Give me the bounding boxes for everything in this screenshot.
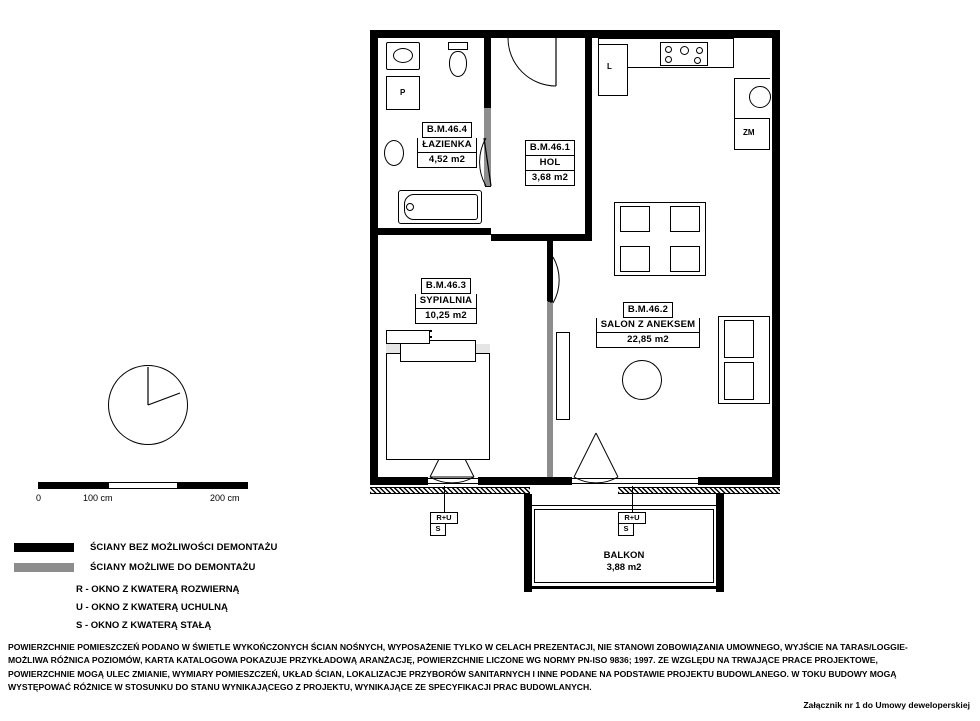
legend-label-fixed-walls: ŚCIANY BEZ MOŻLIWOŚCI DEMONTAŻU bbox=[90, 542, 278, 553]
room-area: 3,68 m2 bbox=[525, 171, 575, 186]
balcony-name: BALKON bbox=[603, 550, 645, 561]
room-area: 4,52 m2 bbox=[417, 153, 477, 168]
bedroom-cabinet bbox=[386, 330, 430, 344]
kitchen-sink bbox=[749, 86, 771, 108]
window-marker-living bbox=[618, 512, 646, 536]
room-code: B.M.46.4 bbox=[422, 122, 472, 138]
room-label-living bbox=[583, 302, 713, 348]
dishwasher-label: ZM bbox=[743, 128, 755, 137]
window-marker-living-line2: S bbox=[618, 524, 634, 536]
toilet-fixture bbox=[446, 42, 470, 80]
legend-abbr-s: S - OKNO Z KWATERĄ STAŁĄ bbox=[76, 620, 212, 631]
dining-chair-3 bbox=[620, 246, 650, 272]
scale-tick-100: 100 cm bbox=[83, 493, 113, 503]
north-compass-icon bbox=[108, 365, 188, 445]
hob-burner-1 bbox=[665, 46, 672, 53]
hob-burner-5 bbox=[694, 57, 701, 64]
window-marker-living-line1: R+U bbox=[618, 512, 646, 524]
sofa-cushion-2 bbox=[724, 362, 754, 400]
room-label-hall bbox=[511, 140, 589, 186]
fridge-fixture bbox=[598, 44, 628, 96]
footnote-line-2: MOŻLIWA RÓŻNICA POZIOMÓW, KARTA KATALOGOWA POKAZUJE PRZYKŁADOWĄ ARANŻACJĘ, POWIERZCHNIE LICZONE WG NORMY PN-ISO 9836; 1997. ZE WZGLĘDU NA TRWAJĄCE PRACE PROJEKTOWE, bbox=[8, 655, 878, 666]
room-name: HOL bbox=[525, 156, 575, 171]
legend bbox=[14, 538, 354, 631]
window-leader-bedroom bbox=[444, 486, 445, 512]
fridge-label: L bbox=[607, 62, 612, 71]
scale-seg-1 bbox=[38, 482, 108, 489]
legend-item-removable-walls bbox=[14, 562, 255, 573]
hob-burner-3 bbox=[680, 46, 689, 55]
scale-seg-3 bbox=[178, 482, 248, 489]
legend-abbr-u: U - OKNO Z KWATERĄ UCHULNĄ bbox=[76, 602, 228, 613]
footnote-line-4: WYSTĘPOWAĆ RÓŻNICE W STOSUNKU DO STANU WYNIKAJĄCEGO Z PROJEKTU, WYNIKAJĄCE ZE SPECYFIKACJI PRAC BUDOWLANYCH. bbox=[8, 682, 592, 693]
scale-tick-0: 0 bbox=[36, 493, 42, 503]
tv-console bbox=[556, 332, 570, 420]
window-marker-bedroom-line1: R+U bbox=[430, 512, 458, 524]
dining-chair-4 bbox=[670, 246, 700, 272]
room-label-bedroom bbox=[398, 278, 494, 324]
balcony-wall-bottom bbox=[524, 586, 724, 589]
footnote-line-1: POWIERZCHNIE POMIESZCZEŃ PODANO W ŚWIETLE WYKOŃCZONYCH ŚCIAN NOŚNYCH, WYPOSAŻENIE TYLKO W CELACH PREZENTACJI, NIE STANOWI ZOBOWIĄZANIA UMOWNEGO, WYJŚCIE NA TARAS/LOGGIE- bbox=[8, 642, 908, 652]
room-label-bathroom bbox=[399, 122, 495, 168]
bathtub-inner bbox=[404, 194, 478, 220]
footnote-line-3: POWIERZCHNIE MOGĄ ULEC ZMIANIE, WYMIARY POMIESZCZEŃ, UKŁAD ŚCIAN, LOKALIZACJE PRZYBORÓW SANITARNYCH I INNE PODANE NA PODSTAWIE PROJEKTU BUDOWLANEGO. W TOKU BUDOWY MOGĄ bbox=[8, 668, 897, 679]
coffee-table-round bbox=[622, 360, 662, 400]
window-marker-bedroom bbox=[430, 512, 458, 536]
dining-chair-1 bbox=[620, 206, 650, 232]
window-marker-bedroom-line2: S bbox=[430, 524, 446, 536]
legend-item-fixed-walls bbox=[14, 542, 277, 553]
sofa-cushion-1 bbox=[724, 320, 754, 358]
balcony-area: 3,88 m2 bbox=[606, 562, 642, 573]
hob-burner-4 bbox=[696, 47, 703, 54]
room-area: 10,25 m2 bbox=[415, 309, 477, 324]
balcony-label bbox=[564, 550, 684, 574]
bathtub-drain bbox=[406, 203, 414, 211]
scale-seg-2 bbox=[108, 482, 178, 489]
dining-chair-2 bbox=[670, 206, 700, 232]
nightstand-left bbox=[430, 336, 432, 338]
legend-label-removable-walls: ŚCIANY MOŻLIWE DO DEMONTAŻU bbox=[90, 562, 256, 573]
room-name: ŁAZIENKA bbox=[417, 138, 477, 153]
room-name: SYPIALNIA bbox=[415, 294, 477, 309]
room-code: B.M.46.3 bbox=[421, 278, 471, 294]
legend-swatch-grey bbox=[14, 563, 74, 572]
legend-swatch-black bbox=[14, 543, 74, 552]
window-leader-living bbox=[632, 486, 633, 512]
hob-burner-2 bbox=[665, 56, 672, 63]
washer-label: P bbox=[400, 88, 406, 97]
document-attachment-note: Załącznik nr 1 do Umowy deweloperskiej bbox=[803, 700, 970, 710]
room-name: SALON Z ANEKSEM bbox=[596, 318, 700, 333]
room-code: B.M.46.1 bbox=[525, 140, 575, 156]
balcony-wall-left bbox=[524, 494, 532, 592]
footnote bbox=[8, 641, 968, 695]
legend-abbr-r: R - OKNO Z KWATERĄ ROZWIERNĄ bbox=[76, 584, 240, 595]
balcony-wall-right bbox=[716, 494, 724, 592]
scale-bar bbox=[38, 482, 258, 512]
bathroom-sink-bowl bbox=[393, 48, 413, 63]
room-code: B.M.46.2 bbox=[623, 302, 673, 318]
scale-tick-200: 200 cm bbox=[210, 493, 240, 503]
wardrobe-bedroom bbox=[430, 330, 432, 332]
room-area: 22,85 m2 bbox=[596, 333, 700, 348]
